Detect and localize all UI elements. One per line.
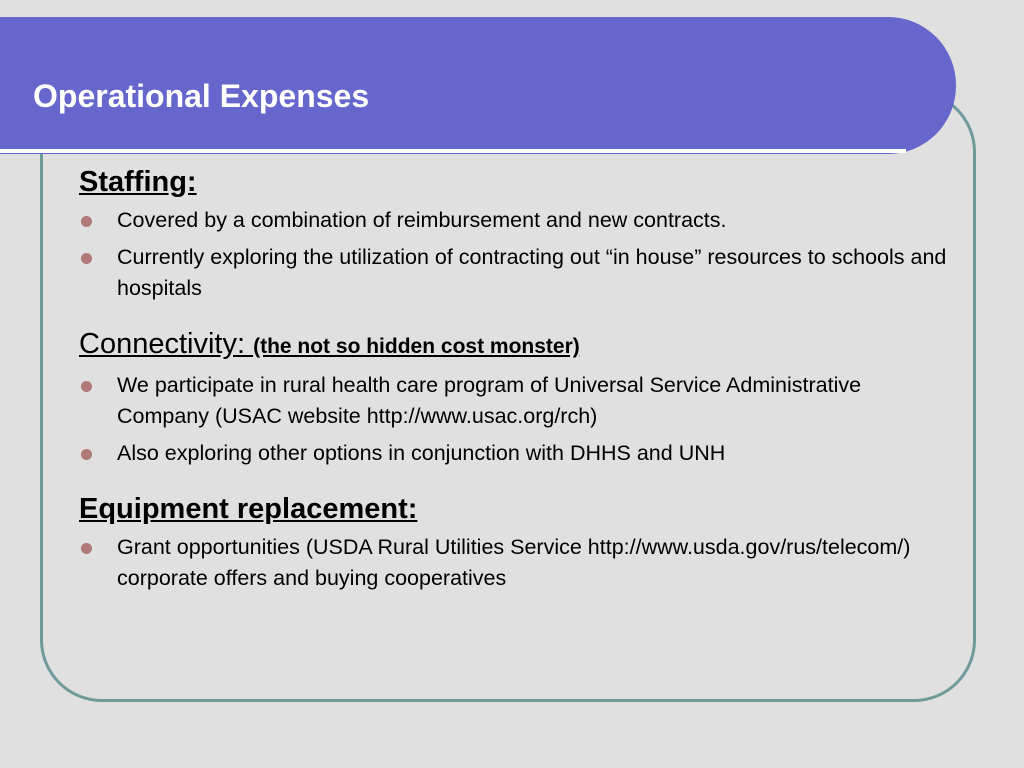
title-divider bbox=[0, 149, 906, 153]
bullet-item bbox=[79, 370, 959, 432]
section-heading bbox=[79, 164, 197, 200]
bullet-list bbox=[79, 370, 959, 469]
bullet-text: Also exploring other options in conjunction with DHHS and UNH bbox=[117, 441, 726, 465]
bullet-item bbox=[79, 532, 959, 594]
bullet-text: Covered by a combination of reimbursement and new contracts. bbox=[117, 208, 727, 232]
section-heading-text: Staffing: bbox=[79, 166, 197, 198]
slide-title: Operational Expenses bbox=[33, 78, 370, 114]
bullet-dot-icon bbox=[81, 543, 92, 554]
section-staffing bbox=[79, 164, 959, 304]
section-connectivity bbox=[79, 326, 959, 469]
bullet-item bbox=[79, 242, 959, 304]
section-heading-text: Equipment replacement: bbox=[79, 493, 418, 525]
bullet-text: Currently exploring the utilization of contracting out “in house” resources to schools and hospitals bbox=[117, 245, 947, 300]
bullet-dot-icon bbox=[81, 216, 92, 227]
bullet-item bbox=[79, 438, 959, 469]
bullet-list bbox=[79, 205, 959, 304]
section-heading-text: Connectivity: bbox=[79, 328, 246, 360]
bullet-item bbox=[79, 205, 959, 236]
section-subheading: (the not so hidden cost monster) bbox=[253, 335, 580, 358]
bullet-dot-icon bbox=[81, 253, 92, 264]
slide-body bbox=[79, 164, 959, 616]
section-equipment bbox=[79, 491, 959, 594]
section-heading bbox=[79, 326, 580, 365]
bullet-text: Grant opportunities (USDA Rural Utilities Service http://www.usda.gov/rus/telecom/) corporate offers and buying cooperatives bbox=[117, 535, 911, 590]
bullet-text: We participate in rural health care program of Universal Service Administrative Company (USAC website http://www.usac.org/rch) bbox=[117, 373, 862, 428]
section-heading bbox=[79, 491, 417, 527]
bullet-dot-icon bbox=[81, 449, 92, 460]
title-banner bbox=[0, 17, 956, 154]
bullet-list bbox=[79, 532, 959, 594]
bullet-dot-icon bbox=[81, 381, 92, 392]
